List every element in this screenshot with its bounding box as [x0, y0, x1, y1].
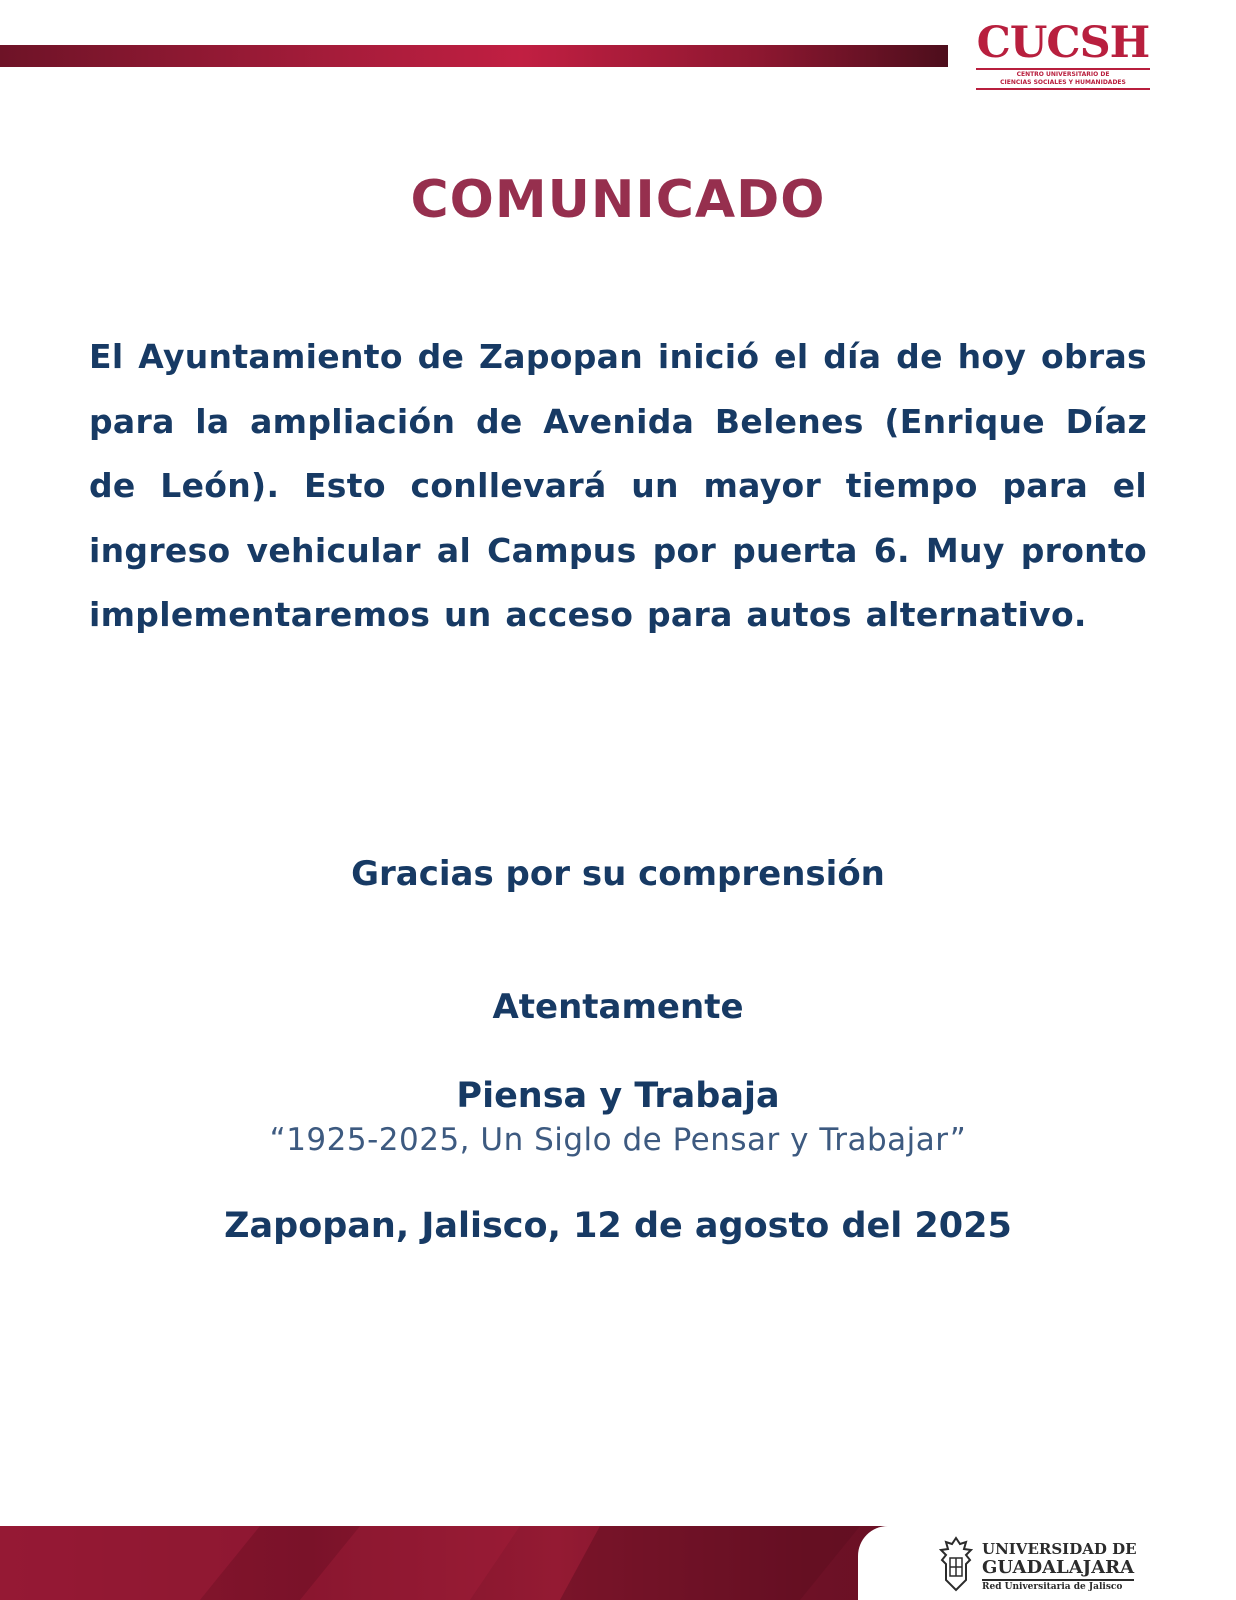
university-network-line: Red Universitaria de Jalisco — [982, 1582, 1123, 1592]
university-name-line2: GUADALAJARA — [982, 1557, 1134, 1581]
page-title: COMUNICADO — [410, 170, 826, 230]
motto-line: Piensa y Trabaja — [456, 1076, 780, 1116]
university-name-line1: UNIVERSIDAD DE — [982, 1540, 1137, 1558]
logo-subtitle-line2: CIENCIAS SOCIALES Y HUMANIDADES — [1000, 79, 1126, 86]
closing-line: Atentamente — [492, 987, 744, 1027]
centennial-quote: “1925-2025, Un Siglo de Pensar y Trabajar” — [269, 1122, 967, 1158]
logo-subtitle-line1: CENTRO UNIVERSITARIO DE — [1016, 71, 1110, 78]
announcement-body: El Ayuntamiento de Zapopan inició el día de hoy obras para la ampliación de Avenida Belenes (Enrique Díaz de León). Esto conllevará un mayor tiempo para el ingreso vehicular al Campus por puerta 6. Muy pronto implementaremos un acceso para autos alternativo. — [89, 337, 1147, 634]
udg-crest-icon — [936, 1536, 976, 1592]
place-date-line: Zapopan, Jalisco, 12 de agosto del 2025 — [224, 1206, 1012, 1246]
logo-rule-bottom — [976, 88, 1150, 90]
logo-rule-top — [976, 68, 1150, 70]
footer-texture — [0, 1526, 860, 1600]
header-accent-bar — [0, 45, 948, 67]
cucsh-logo — [972, 18, 1154, 92]
thanks-line: Gracias por su comprensión — [351, 854, 885, 894]
logo-acronym: CUCSH — [976, 18, 1150, 68]
